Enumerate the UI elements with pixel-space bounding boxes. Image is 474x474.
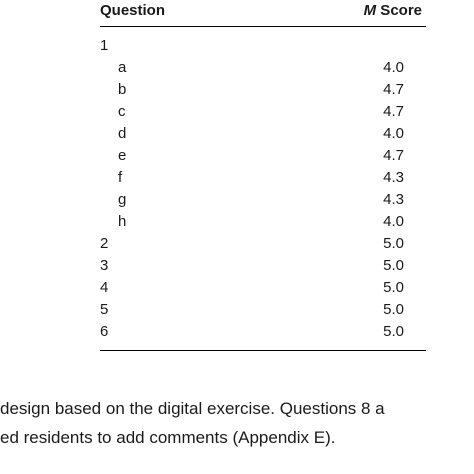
mean-score-value: 5.0 [383, 323, 404, 340]
question-label: b [118, 81, 127, 98]
mean-score-value: 4.0 [383, 213, 404, 230]
mean-score-value: 4.3 [383, 169, 404, 186]
table-body [100, 35, 426, 343]
caption-text [0, 394, 385, 452]
table-row [100, 167, 426, 189]
mean-score-value: 4.7 [383, 147, 404, 164]
question-label: f [118, 169, 123, 186]
table-row [100, 35, 426, 57]
table-row [100, 79, 426, 101]
question-label: 2 [100, 235, 109, 252]
question-label: e [118, 147, 127, 164]
question-label: 3 [100, 257, 109, 274]
mean-score-value: 5.0 [383, 235, 404, 252]
table-row [100, 123, 426, 145]
caption-line-1: design based on the digital exercise. Questions 8 a [0, 399, 385, 418]
table-top-rule [100, 26, 426, 27]
question-label: d [118, 125, 127, 142]
table-header [100, 0, 426, 22]
header-mean-symbol: M [363, 2, 377, 19]
mean-score-value: 5.0 [383, 301, 404, 318]
mean-score-value: 4.0 [383, 59, 404, 76]
table-bottom-rule [100, 350, 426, 351]
question-label: 6 [100, 323, 109, 340]
scores-table [100, 0, 426, 340]
table-row [100, 299, 426, 321]
mean-score-value: 5.0 [383, 257, 404, 274]
header-score-label: Score [376, 2, 422, 19]
table-row [100, 145, 426, 167]
header-question: Question [100, 2, 166, 19]
question-label: 5 [100, 301, 109, 318]
mean-score-value: 4.0 [383, 125, 404, 142]
mean-score-value: 4.7 [383, 103, 404, 120]
table-row [100, 277, 426, 299]
table-row [100, 321, 426, 343]
question-label: h [118, 213, 127, 230]
table-row [100, 211, 426, 233]
table-row [100, 233, 426, 255]
caption-line-2: ed residents to add comments (Appendix E). [0, 428, 336, 447]
question-label: 1 [100, 37, 109, 54]
question-label: g [118, 191, 127, 208]
mean-score-value: 5.0 [383, 279, 404, 296]
header-mean-score [364, 2, 422, 19]
mean-score-value: 4.7 [383, 81, 404, 98]
mean-score-value: 4.3 [383, 191, 404, 208]
table-row [100, 255, 426, 277]
question-label: a [118, 59, 127, 76]
question-label: c [118, 103, 126, 120]
table-row [100, 101, 426, 123]
table-row [100, 57, 426, 79]
question-label: 4 [100, 279, 109, 296]
table-row [100, 189, 426, 211]
